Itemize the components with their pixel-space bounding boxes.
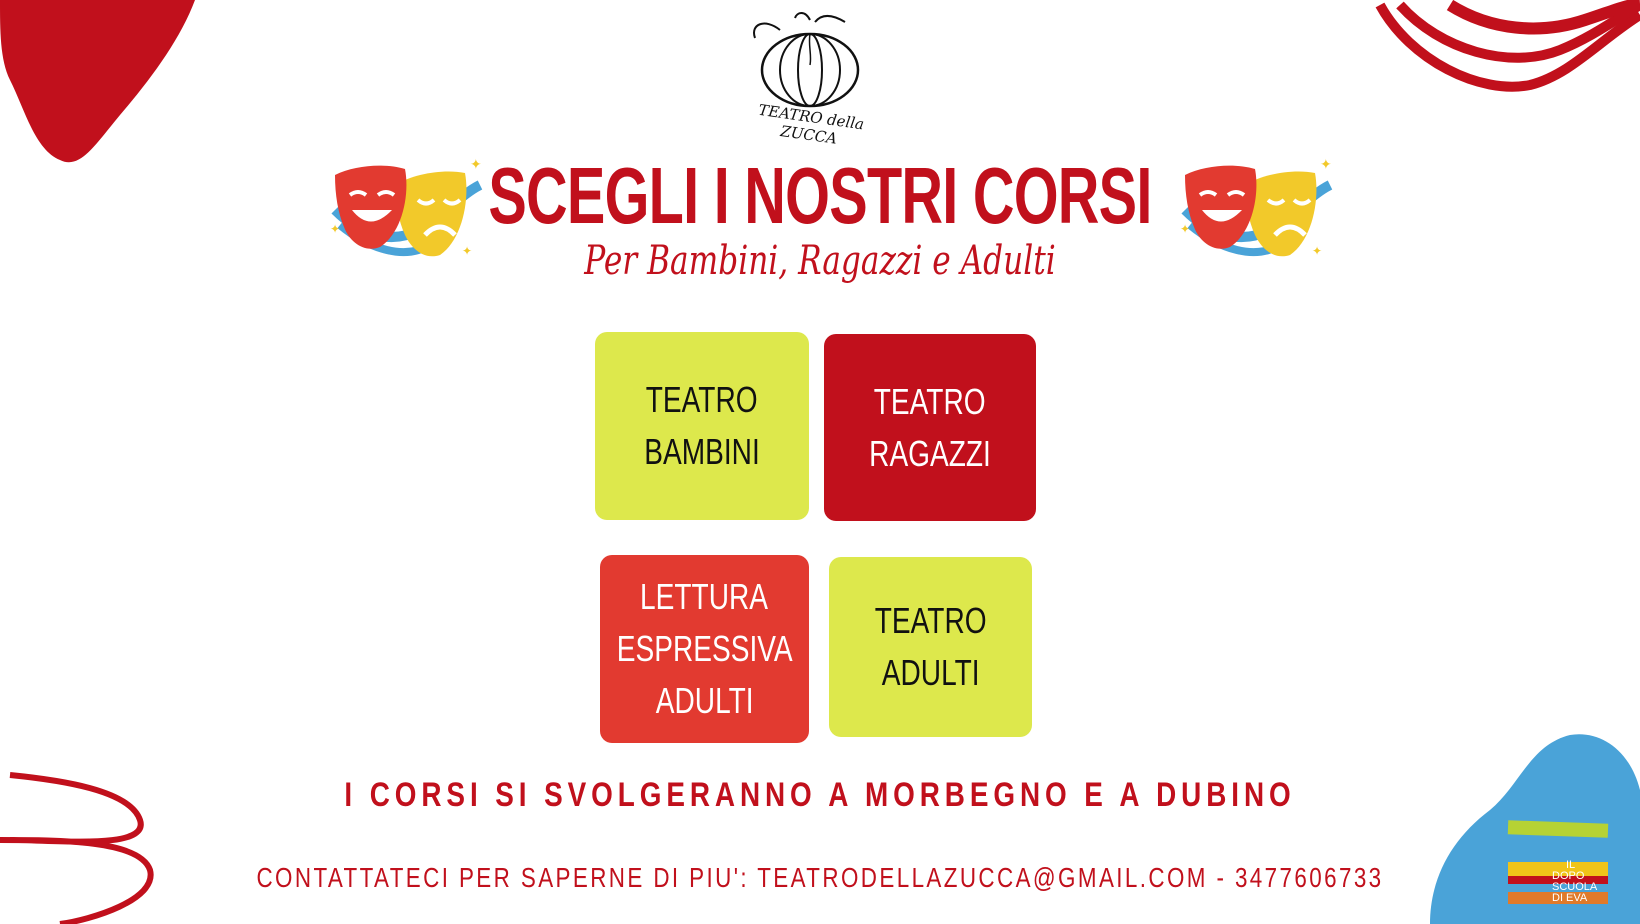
course-card-line: BAMBINI — [644, 431, 760, 472]
svg-text:✦: ✦ — [1320, 157, 1332, 173]
course-card-line: ESPRESSIVA — [616, 628, 793, 669]
partner-logo-line: SCUOLA — [1552, 881, 1598, 893]
course-card-line: LETTURA — [640, 576, 769, 617]
svg-text:✦: ✦ — [1180, 222, 1191, 236]
course-card-line: TEATRO — [874, 380, 986, 422]
course-card-teatro-ragazzi[interactable] — [824, 334, 1036, 521]
contact-text: CONTATTATECI PER SAPERNE DI PIU': TEATRODELLAZUCCA@GMAIL.COM - 3477606733 — [256, 862, 1384, 893]
page-subtitle: Per Bambini, Ragazzi e Adulti — [584, 238, 1056, 284]
partner-logo — [1508, 820, 1608, 910]
partner-logo-line: DI EVA — [1552, 892, 1588, 904]
bottom-left-red-scribble — [0, 770, 170, 924]
partner-logo-line: IL — [1566, 859, 1576, 871]
course-card-line: ADULTI — [881, 652, 980, 693]
location-text: I CORSI SI SVOLGERANNO A MORBEGNO E A DUBINO — [344, 776, 1296, 814]
svg-text:✦: ✦ — [1312, 244, 1323, 258]
pumpkin-logo-icon — [735, 10, 885, 110]
course-card-line: ADULTI — [655, 680, 754, 721]
svg-text:✦: ✦ — [462, 244, 473, 258]
course-card-line: TEATRO — [646, 379, 758, 420]
top-left-red-blob — [0, 0, 200, 170]
top-right-red-swoosh — [1370, 0, 1640, 100]
course-card-line: TEATRO — [874, 600, 987, 641]
svg-text:✦: ✦ — [330, 222, 341, 236]
course-card-teatro-bambini[interactable] — [595, 332, 809, 520]
logo-text: TEATRO della ZUCCA — [757, 100, 866, 148]
course-card-line: RAGAZZI — [869, 432, 991, 474]
partner-logo-line: DOPO — [1552, 870, 1585, 882]
page-title: SCEGLI I NOSTRI CORSI — [488, 151, 1152, 240]
course-card-teatro-adulti[interactable] — [829, 557, 1032, 737]
theatre-logo — [735, 10, 885, 148]
svg-text:✦: ✦ — [470, 157, 482, 173]
course-card-lettura-espressiva-adulti[interactable] — [600, 555, 809, 743]
